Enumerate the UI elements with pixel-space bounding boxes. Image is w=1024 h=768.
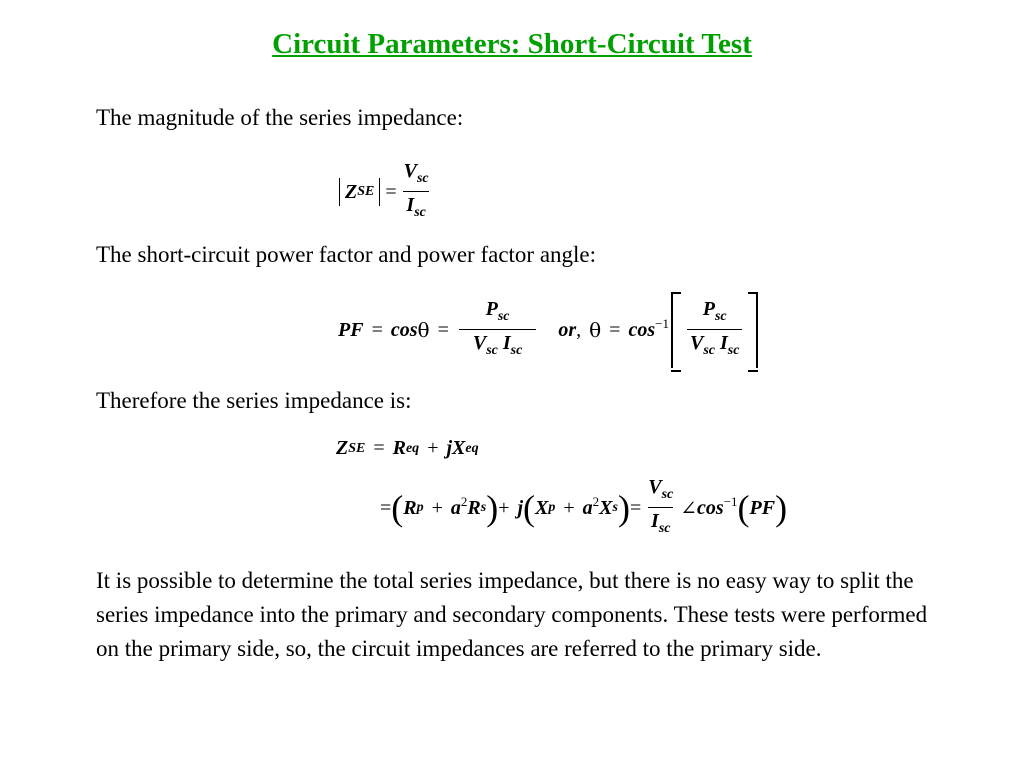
- cos-symbol-2: cos: [628, 318, 656, 341]
- denominator-i: I: [651, 510, 659, 532]
- cos-symbol: cos: [390, 318, 418, 341]
- series-impedance-equation: [336, 437, 479, 460]
- equals-sign-2: =: [629, 496, 642, 519]
- rs-symbol: R: [467, 496, 481, 519]
- equals-sign-1: =: [371, 318, 383, 341]
- xp-subscript: p: [548, 500, 556, 515]
- equals-sign: =: [380, 496, 392, 519]
- a-symbol-2: a: [582, 496, 593, 519]
- plus-sign: +: [427, 437, 439, 459]
- series-impedance-intro: Therefore the series impedance is:: [96, 388, 412, 413]
- rp-subscript: p: [416, 500, 424, 515]
- power-factor-intro: The short-circuit power factor and power factor angle:: [96, 242, 597, 267]
- numerator-p-2: P: [702, 298, 715, 320]
- denominator-v-sub: sc: [486, 343, 498, 358]
- z-subscript: SE: [357, 184, 375, 199]
- denominator-i: I: [502, 332, 511, 354]
- comma: ,: [576, 318, 582, 341]
- square-bracket: [671, 292, 758, 368]
- right-paren-3: ): [775, 488, 788, 528]
- voltage-current-fraction: [645, 476, 676, 540]
- xs-subscript: s: [612, 500, 618, 515]
- right-paren-1: ): [486, 488, 499, 528]
- denominator-v: V: [472, 332, 487, 354]
- a-superscript-2: 2: [592, 494, 600, 509]
- pf-symbol: PF: [749, 496, 776, 519]
- numerator-v: V: [403, 160, 417, 182]
- a-superscript-1: 2: [460, 494, 468, 509]
- inverse-superscript: −1: [655, 316, 669, 331]
- plus-sign-2: +: [498, 496, 510, 519]
- abs-bar-right: [379, 178, 380, 206]
- pf-symbol: PF: [338, 318, 364, 341]
- rs-subscript: s: [480, 500, 487, 515]
- denominator-v-2: V: [689, 332, 704, 354]
- inverse-superscript: −1: [723, 494, 738, 509]
- left-paren-1: (: [391, 488, 404, 528]
- expanded-impedance-equation: [380, 476, 787, 540]
- numerator-v: V: [648, 476, 662, 498]
- r-subscript: eq: [405, 440, 420, 456]
- impedance-intro: The magnitude of the series impedance:: [96, 105, 464, 130]
- a-symbol-1: a: [450, 496, 461, 519]
- z-symbol: Z: [345, 180, 358, 203]
- power-factor-equation: [338, 292, 758, 368]
- numerator-p: P: [485, 298, 498, 320]
- denominator-sub: sc: [414, 205, 426, 220]
- equals-sign-2: =: [437, 318, 449, 341]
- impedance-magnitude-equation: [334, 160, 436, 224]
- equals-sign: =: [373, 437, 385, 459]
- denominator-i-sub: sc: [510, 343, 523, 358]
- left-paren-3: (: [737, 488, 750, 528]
- numerator-sub: sc: [497, 309, 510, 324]
- fraction: [401, 160, 432, 224]
- cos-symbol: cos: [697, 496, 724, 519]
- xp-symbol: X: [535, 496, 549, 519]
- theta-symbol-2: θ: [589, 318, 602, 342]
- angle-symbol: ∠: [680, 497, 698, 520]
- denominator-v-sub-2: sc: [703, 343, 715, 358]
- plus-sign-1: +: [431, 496, 443, 519]
- r-symbol: R: [392, 437, 406, 459]
- pf-fraction-2: [687, 298, 742, 362]
- or-word: or: [558, 318, 577, 341]
- numerator-sub: sc: [661, 487, 674, 502]
- jx-symbol: jX: [446, 437, 466, 459]
- abs-bar-left: [339, 178, 340, 206]
- plus-sign-3: +: [563, 496, 575, 519]
- numerator-sub: sc: [416, 171, 429, 186]
- x-subscript: eq: [465, 440, 479, 456]
- theta-symbol: θ: [417, 318, 430, 342]
- denominator-i: I: [406, 194, 415, 216]
- right-paren-2: ): [617, 488, 630, 528]
- z-symbol: Z: [336, 437, 349, 459]
- conclusion-paragraph: It is possible to determine the total series impedance, but there is no easy way to split the series impedance into the primary and secondary components. These tests were performed on the primary side, so, the circuit impedances are referred to the primary side.: [96, 568, 928, 661]
- rp-symbol: R: [403, 496, 417, 519]
- denominator-i-2: I: [719, 332, 728, 354]
- equals-sign-3: =: [609, 318, 621, 341]
- pf-fraction: [459, 298, 536, 362]
- j-symbol: j: [517, 496, 524, 519]
- equals-sign: =: [385, 180, 397, 203]
- numerator-sub-2: sc: [714, 309, 727, 324]
- left-paren-2: (: [523, 488, 536, 528]
- xs-symbol: X: [599, 496, 613, 519]
- slide-title: Circuit Parameters: Short-Circuit Test: [272, 28, 752, 60]
- denominator-sub: sc: [658, 521, 671, 536]
- z-subscript: SE: [348, 440, 366, 456]
- denominator-i-sub-2: sc: [727, 343, 740, 358]
